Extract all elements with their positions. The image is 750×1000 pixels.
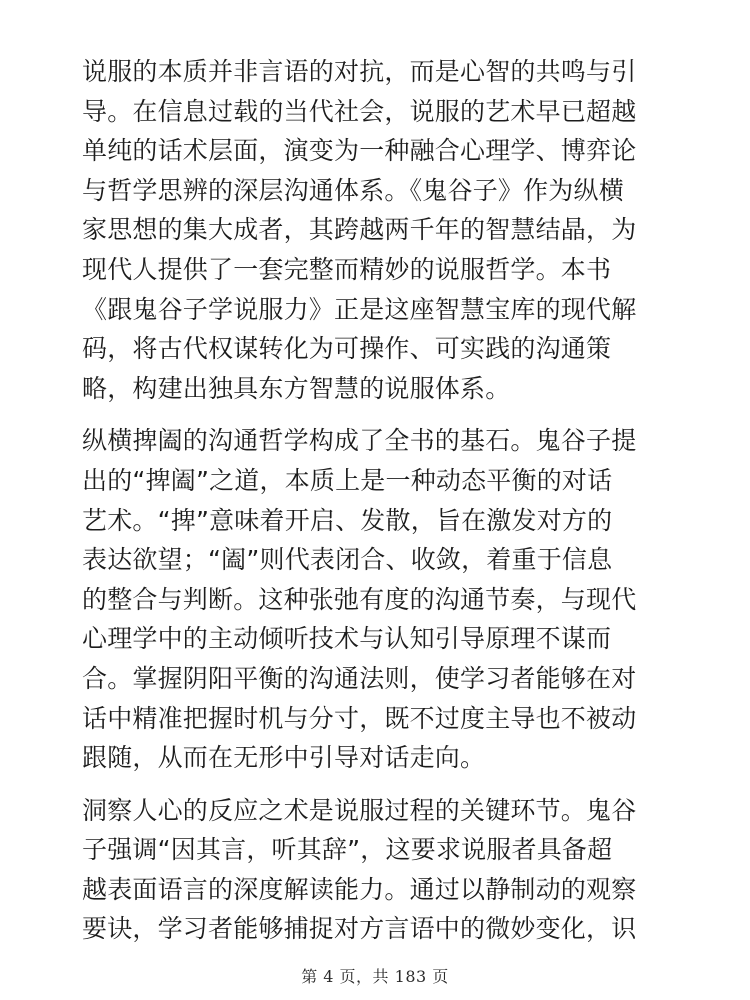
text-line: 跟随，从而在无形中引导对话走向。 xyxy=(82,743,486,773)
body-text xyxy=(82,52,672,962)
paragraph-1 xyxy=(82,52,672,408)
text-line: 出的“捭阖”之道，本质上是一种动态平衡的对话 xyxy=(82,465,613,495)
text-line: 话中精准把握时机与分寸，既不过度主导也不被动 xyxy=(82,703,637,733)
text-line: 纵横捭阖的沟通哲学构成了全书的基石。鬼谷子提 xyxy=(82,426,637,456)
paragraph-3 xyxy=(82,791,672,949)
text-line: 说服的本质并非言语的对抗，而是心智的共鸣与引 xyxy=(82,57,637,86)
text-line: 《跟鬼谷子学说服力》正是这座智慧宝库的现代解 xyxy=(82,294,637,324)
text-line: 家思想的集大成者，其跨越两千年的智慧结晶，为 xyxy=(82,215,637,245)
text-line: 码，将古代权谋转化为可操作、可实践的沟通策 xyxy=(82,334,612,364)
page-number-footer: 第 4 页，共 183 页 xyxy=(301,967,449,986)
text-line: 的整合与判断。这种张弛有度的沟通节奏，与现代 xyxy=(82,584,637,614)
text-line: 合。掌握阴阳平衡的沟通法则，使学习者能够在对 xyxy=(82,663,637,693)
text-line: 子强调“因其言，听其辞”，这要求说服者具备超 xyxy=(82,835,613,865)
text-line: 导。在信息过载的当代社会，说服的艺术早已超越 xyxy=(82,96,637,126)
paragraph-2 xyxy=(82,421,672,777)
text-line: 越表面语言的深度解读能力。通过以静制动的观察 xyxy=(82,874,637,904)
text-line: 略，构建出独具东方智慧的说服体系。 xyxy=(82,373,511,403)
text-line: 要诀，学习者能够捕捉对方言语中的微妙变化，识 xyxy=(82,914,637,944)
text-line: 单纯的话术层面，演变为一种融合心理学、博弈论 xyxy=(82,136,637,166)
text-line: 表达欲望；“阖”则代表闭合、收敛，着重于信息 xyxy=(82,545,613,575)
text-line: 与哲学思辨的深层沟通体系。《鬼谷子》作为纵横 xyxy=(82,175,624,205)
text-line: 艺术。“捭”意味着开启、发散，旨在激发对方的 xyxy=(82,505,613,535)
text-line: 现代人提供了一套完整而精妙的说服哲学。本书 xyxy=(82,254,612,284)
text-line: 心理学中的主动倾听技术与认知引导原理不谋而 xyxy=(82,624,612,654)
text-line: 洞察人心的反应之术是说服过程的关键环节。鬼谷 xyxy=(82,795,637,825)
